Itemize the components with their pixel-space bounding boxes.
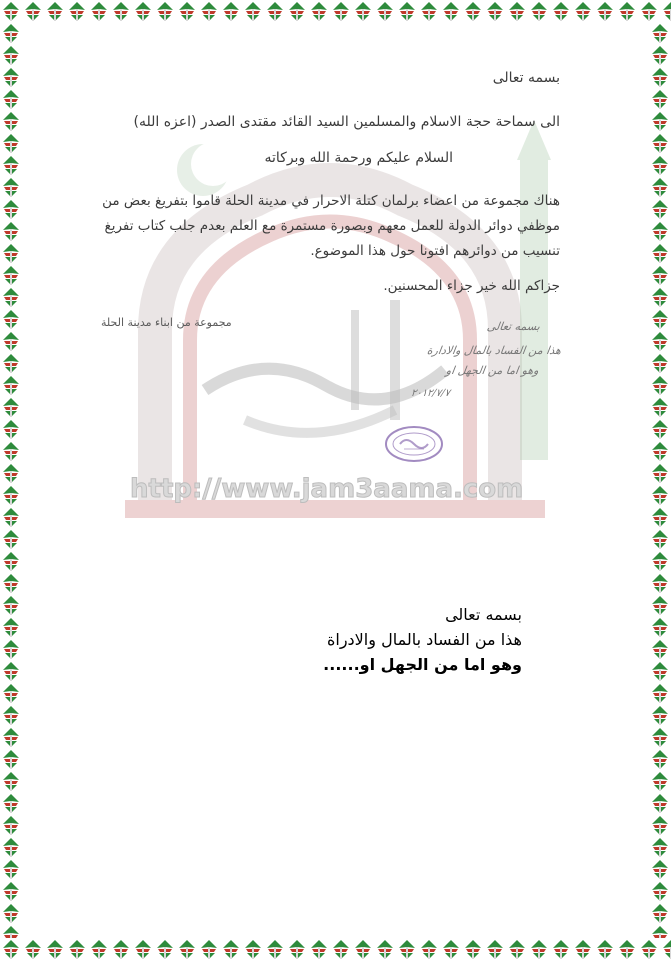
handwritten-reply bbox=[355, 316, 565, 416]
decorative-border-top bbox=[0, 0, 671, 22]
letter-recipient: الى سماحة حجة الاسلام والمسلمين السيد القائد مقتدى الصدر (اعزه الله) bbox=[133, 114, 560, 130]
handwritten-line-3: وهو اما من الجهل او bbox=[445, 364, 540, 377]
decorative-border-right bbox=[649, 22, 671, 938]
letter-heading: بسمه تعالى bbox=[492, 70, 560, 86]
letter-greeting: السلام عليكم ورحمة الله وبركاته bbox=[264, 150, 453, 166]
letter-body: هناك مجموعة من اعضاء برلمان كتلة الاحرار في مدينة الحلة قاموا بتفريغ بعض من موظفي دوائر الدولة للعمل معهم وبصورة مستمرة مع العلم بعدم جلب كتاب تفريغ تنسيب من دوائرهم افتونا حول هذا الموضوع. bbox=[102, 193, 560, 259]
handwritten-line-2: هذا من الفساد بالمال والادارة bbox=[426, 344, 562, 357]
transcription-line-1: بسمه تعالى bbox=[445, 605, 522, 624]
letter-closing: جزاكم الله خير جزاء المحسنين. bbox=[383, 278, 560, 294]
letter-signature: مجموعة من ابناء مدينة الحلة bbox=[101, 316, 232, 329]
handwritten-line-1: بسمه تعالى bbox=[486, 320, 541, 333]
decorative-border-left bbox=[0, 22, 22, 938]
handwritten-date: ٢٠١٢/٧/٧ bbox=[410, 388, 451, 399]
watermark-url: http://www.jam3aama.com bbox=[130, 474, 524, 504]
transcription-line-2: هذا من الفساد بالمال والادراة bbox=[327, 630, 522, 649]
transcription-line-3: وهو اما من الجهل او...... bbox=[323, 655, 522, 674]
decorative-border-bottom bbox=[0, 938, 671, 960]
official-stamp-icon bbox=[384, 424, 444, 464]
